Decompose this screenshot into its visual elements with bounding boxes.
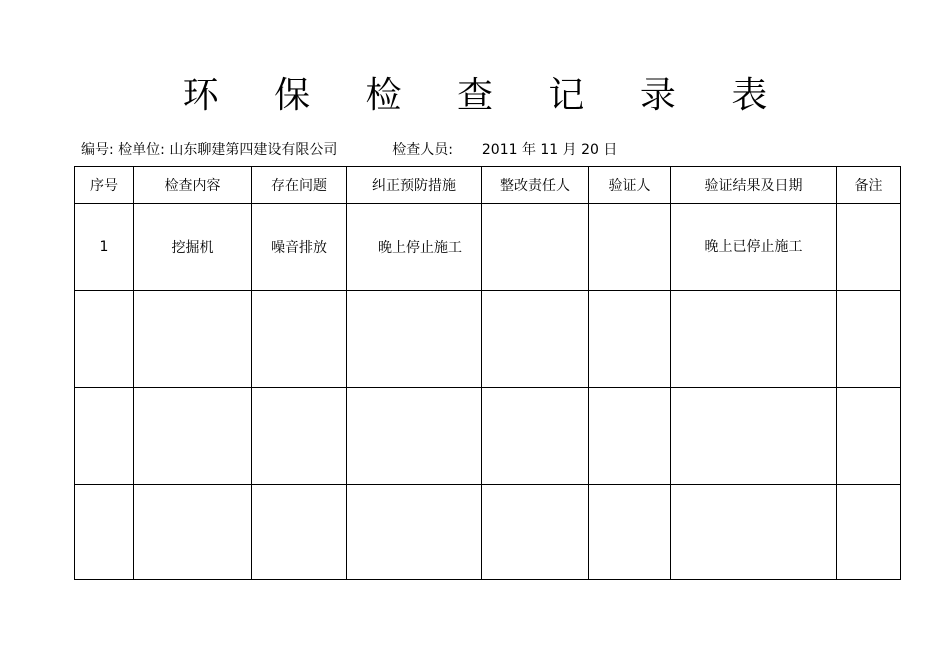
- table-cell: [347, 388, 482, 485]
- table-cell: [134, 485, 252, 580]
- result-text: 晚上已停止施工: [704, 239, 803, 255]
- table-header-row: [75, 167, 901, 204]
- table-cell: [75, 485, 134, 580]
- table-cell: [134, 388, 252, 485]
- table-cell: [837, 485, 901, 580]
- header-cell-verifier: 验证人: [589, 167, 671, 204]
- header-cell-issue: 存在问题: [252, 167, 347, 204]
- header-cell-remarks: 备注: [837, 167, 901, 204]
- table-cell: [671, 291, 837, 388]
- inspection-date: 2011 年 11 月 20 日: [481, 142, 618, 158]
- header-cell-content: 检查内容: [134, 167, 252, 204]
- table-cell: [671, 485, 837, 580]
- header-cell-result: 验证结果及日期: [671, 167, 837, 204]
- table-cell: [589, 485, 671, 580]
- table-cell: [252, 291, 347, 388]
- table-cell: 挖掘机: [134, 204, 252, 291]
- table-cell: [252, 485, 347, 580]
- table-cell: [837, 388, 901, 485]
- table-row: [75, 291, 901, 388]
- table-cell: [75, 291, 134, 388]
- table-cell: [347, 485, 482, 580]
- table-cell: [482, 485, 589, 580]
- document-title: 环 保 检 查 记 录 表: [182, 75, 790, 116]
- table-cell: [837, 291, 901, 388]
- table-cell: [589, 291, 671, 388]
- table-cell: [482, 291, 589, 388]
- header-cell-responsible: 整改责任人: [482, 167, 589, 204]
- document-meta: [81, 141, 617, 159]
- table-cell: 噪音排放: [252, 204, 347, 291]
- table-cell: [589, 388, 671, 485]
- table-cell: [75, 388, 134, 485]
- table-row: [75, 485, 901, 580]
- table-row: [75, 204, 901, 291]
- table-cell: [671, 388, 837, 485]
- table-row: [75, 388, 901, 485]
- table-cell: [347, 291, 482, 388]
- inspector-label: 检查人员:: [392, 142, 453, 158]
- table-cell: [134, 291, 252, 388]
- unit-value: 山东聊建第四建设有限公司: [169, 142, 338, 158]
- number-label: 编号:: [81, 142, 114, 158]
- table-cell: [252, 388, 347, 485]
- table-cell: [482, 388, 589, 485]
- header-cell-measures: 纠正预防措施: [347, 167, 482, 204]
- table-cell: [671, 204, 837, 291]
- unit-label: 检单位:: [118, 142, 165, 158]
- header-cell-seq: 序号: [75, 167, 134, 204]
- table-cell: [837, 204, 901, 291]
- table-cell: 1: [75, 204, 134, 291]
- inspection-record-table: [74, 166, 901, 580]
- table-cell: [589, 204, 671, 291]
- table-cell: 晚上停止施工: [347, 204, 482, 291]
- table-cell: [482, 204, 589, 291]
